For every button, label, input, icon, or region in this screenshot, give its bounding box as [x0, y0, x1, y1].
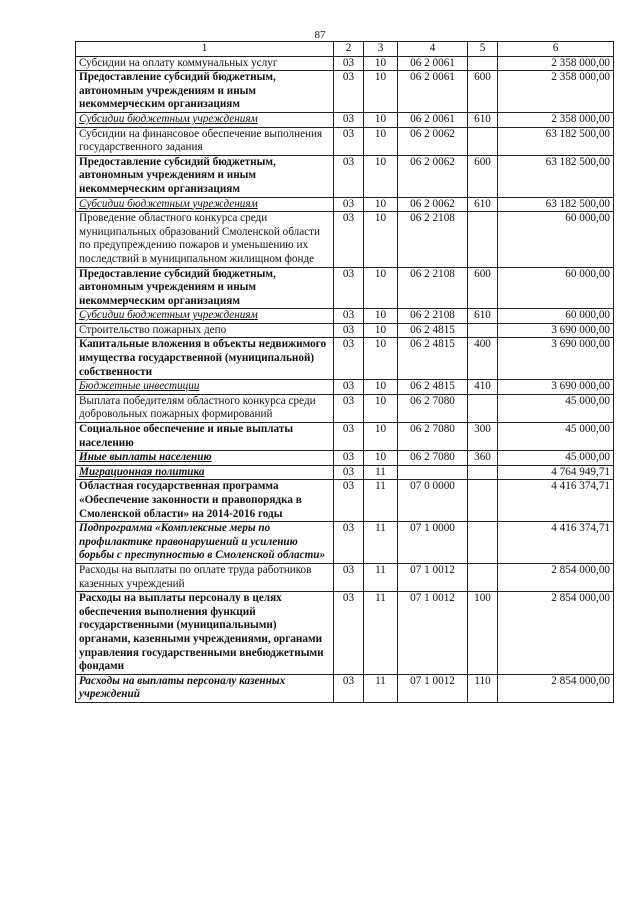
- amount-cell: 2 358 000,00: [498, 56, 614, 71]
- table-row: [76, 394, 614, 422]
- subsection-cell: 10: [364, 451, 398, 466]
- section-cell: 03: [334, 338, 364, 380]
- name-cell: Бюджетные инвестиции: [76, 380, 334, 395]
- section-cell: 03: [334, 522, 364, 564]
- subsection-cell: 10: [364, 155, 398, 197]
- target-code-cell: 06 2 4815: [398, 338, 468, 380]
- amount-cell: 3 690 000,00: [498, 323, 614, 338]
- amount-cell: 2 854 000,00: [498, 674, 614, 702]
- header-col-2: 2: [334, 42, 364, 57]
- table-row: [76, 480, 614, 522]
- page-number: 87: [314, 29, 326, 41]
- expense-type-cell: [468, 522, 498, 564]
- budget-table: [75, 41, 614, 703]
- expense-type-cell: 600: [468, 71, 498, 113]
- name-cell: Подпрограмма «Комплексные меры по профилактике правонарушений и усилению борьбы с преступностью в Смоленской области»: [76, 522, 334, 564]
- subsection-cell: 11: [364, 674, 398, 702]
- table-row: [76, 309, 614, 324]
- target-code-cell: 06 2 4815: [398, 323, 468, 338]
- subsection-cell: 10: [364, 423, 398, 451]
- target-code-cell: 06 2 4815: [398, 380, 468, 395]
- subsection-cell: 10: [364, 71, 398, 113]
- section-cell: 03: [334, 155, 364, 197]
- section-cell: 03: [334, 197, 364, 212]
- expense-type-cell: 100: [468, 592, 498, 675]
- target-code-cell: 06 2 7080: [398, 451, 468, 466]
- target-code-cell: 06 2 0061: [398, 56, 468, 71]
- expense-type-cell: 610: [468, 112, 498, 127]
- expense-type-cell: [468, 465, 498, 480]
- subsection-cell: 11: [364, 480, 398, 522]
- target-code-cell: 06 2 0062: [398, 155, 468, 197]
- table-row: [76, 563, 614, 591]
- target-code-cell: 06 2 2108: [398, 212, 468, 267]
- table-row: [76, 56, 614, 71]
- amount-cell: 4 416 374,71: [498, 522, 614, 564]
- name-cell: Строительство пожарных депо: [76, 323, 334, 338]
- name-cell: Предоставление субсидий бюджетным, автономным учреждениям и иным некоммерческим организациям: [76, 155, 334, 197]
- target-code-cell: 06 2 7080: [398, 423, 468, 451]
- subsection-cell: 10: [364, 309, 398, 324]
- subsection-cell: 10: [364, 212, 398, 267]
- section-cell: 03: [334, 309, 364, 324]
- header-col-5: 5: [468, 42, 498, 57]
- subsection-cell: 10: [364, 127, 398, 155]
- subsection-cell: 11: [364, 563, 398, 591]
- target-code-cell: 06 2 2108: [398, 267, 468, 309]
- name-cell: Проведение областного конкурса среди муниципальных образований Смоленской области по предупреждению пожаров и уменьшению их последствий в муниципальном жилищном фонде: [76, 212, 334, 267]
- expense-type-cell: 410: [468, 380, 498, 395]
- expense-type-cell: [468, 212, 498, 267]
- table-row: [76, 323, 614, 338]
- expense-type-cell: [468, 563, 498, 591]
- name-cell: Субсидии бюджетным учреждениям: [76, 197, 334, 212]
- name-cell: Расходы на выплаты по оплате труда работников казенных учреждений: [76, 563, 334, 591]
- target-code-cell: 07 1 0012: [398, 592, 468, 675]
- section-cell: 03: [334, 267, 364, 309]
- name-cell: Капитальные вложения в объекты недвижимого имущества государственной (муниципальной) собственности: [76, 338, 334, 380]
- amount-cell: 2 358 000,00: [498, 71, 614, 113]
- amount-cell: 3 690 000,00: [498, 380, 614, 395]
- section-cell: 03: [334, 423, 364, 451]
- subsection-cell: 11: [364, 522, 398, 564]
- section-cell: 03: [334, 112, 364, 127]
- section-cell: 03: [334, 674, 364, 702]
- name-cell: Расходы на выплаты персоналу казенных учреждений: [76, 674, 334, 702]
- table-row: [76, 380, 614, 395]
- subsection-cell: 10: [364, 56, 398, 71]
- section-cell: 03: [334, 212, 364, 267]
- amount-cell: 2 854 000,00: [498, 563, 614, 591]
- target-code-cell: 06 2 0061: [398, 112, 468, 127]
- amount-cell: 3 690 000,00: [498, 338, 614, 380]
- subsection-cell: 10: [364, 338, 398, 380]
- header-col-1: 1: [76, 42, 334, 57]
- subsection-cell: 10: [364, 112, 398, 127]
- table-row: [76, 212, 614, 267]
- name-cell: Субсидии на финансовое обеспечение выполнения государственного задания: [76, 127, 334, 155]
- expense-type-cell: [468, 127, 498, 155]
- name-cell: Иные выплаты населению: [76, 451, 334, 466]
- section-cell: 03: [334, 451, 364, 466]
- name-cell: Субсидии бюджетным учреждениям: [76, 309, 334, 324]
- amount-cell: 60 000,00: [498, 212, 614, 267]
- amount-cell: 45 000,00: [498, 394, 614, 422]
- amount-cell: 45 000,00: [498, 423, 614, 451]
- expense-type-cell: 300: [468, 423, 498, 451]
- expense-type-cell: 610: [468, 309, 498, 324]
- subsection-cell: 10: [364, 323, 398, 338]
- table-row: [76, 674, 614, 702]
- name-cell: Областная государственная программа «Обеспечение законности и правопорядка в Смоленской области» на 2014-2016 годы: [76, 480, 334, 522]
- table-row: [76, 127, 614, 155]
- table-row: [76, 155, 614, 197]
- header-col-6: 6: [498, 42, 614, 57]
- expense-type-cell: [468, 394, 498, 422]
- expense-type-cell: 360: [468, 451, 498, 466]
- amount-cell: 2 854 000,00: [498, 592, 614, 675]
- amount-cell: 60 000,00: [498, 309, 614, 324]
- table-row: [76, 451, 614, 466]
- table-row: [76, 338, 614, 380]
- section-cell: 03: [334, 465, 364, 480]
- table-header-row: [76, 42, 614, 57]
- expense-type-cell: 400: [468, 338, 498, 380]
- table-row: [76, 465, 614, 480]
- subsection-cell: 10: [364, 394, 398, 422]
- table-body: [76, 56, 614, 702]
- section-cell: 03: [334, 56, 364, 71]
- name-cell: Субсидии на оплату коммунальных услуг: [76, 56, 334, 71]
- section-cell: 03: [334, 380, 364, 395]
- amount-cell: 60 000,00: [498, 267, 614, 309]
- table-row: [76, 423, 614, 451]
- table-row: [76, 71, 614, 113]
- target-code-cell: 07 0 0000: [398, 480, 468, 522]
- subsection-cell: 10: [364, 267, 398, 309]
- expense-type-cell: 610: [468, 197, 498, 212]
- name-cell: Предоставление субсидий бюджетным, автономным учреждениям и иным некоммерческим организациям: [76, 267, 334, 309]
- subsection-cell: 10: [364, 380, 398, 395]
- table-row: [76, 197, 614, 212]
- target-code-cell: 06 2 0061: [398, 71, 468, 113]
- target-code-cell: 06 2 2108: [398, 309, 468, 324]
- header-col-4: 4: [398, 42, 468, 57]
- target-code-cell: 06 2 0062: [398, 127, 468, 155]
- target-code-cell: 06 2 0062: [398, 197, 468, 212]
- subsection-cell: 11: [364, 592, 398, 675]
- table-row: [76, 522, 614, 564]
- amount-cell: 63 182 500,00: [498, 197, 614, 212]
- amount-cell: 2 358 000,00: [498, 112, 614, 127]
- target-code-cell: [398, 465, 468, 480]
- section-cell: 03: [334, 592, 364, 675]
- amount-cell: 4 764 949,71: [498, 465, 614, 480]
- header-col-3: 3: [364, 42, 398, 57]
- expense-type-cell: 600: [468, 267, 498, 309]
- name-cell: Социальное обеспечение и иные выплаты населению: [76, 423, 334, 451]
- table-row: [76, 592, 614, 675]
- name-cell: Субсидии бюджетным учреждениям: [76, 112, 334, 127]
- subsection-cell: 11: [364, 465, 398, 480]
- expense-type-cell: [468, 480, 498, 522]
- name-cell: Расходы на выплаты персоналу в целях обеспечения выполнения функций государственными (муниципальными) органами, казенными учреждениями, органами управления государственными внебюджетными фондами: [76, 592, 334, 675]
- section-cell: 03: [334, 323, 364, 338]
- amount-cell: 63 182 500,00: [498, 155, 614, 197]
- name-cell: Предоставление субсидий бюджетным, автономным учреждениям и иным некоммерческим организациям: [76, 71, 334, 113]
- target-code-cell: 07 1 0012: [398, 674, 468, 702]
- expense-type-cell: 110: [468, 674, 498, 702]
- section-cell: 03: [334, 71, 364, 113]
- amount-cell: 4 416 374,71: [498, 480, 614, 522]
- amount-cell: 63 182 500,00: [498, 127, 614, 155]
- name-cell: Выплата победителям областного конкурса среди добровольных пожарных формирований: [76, 394, 334, 422]
- amount-cell: 45 000,00: [498, 451, 614, 466]
- section-cell: 03: [334, 480, 364, 522]
- section-cell: 03: [334, 127, 364, 155]
- table-row: [76, 267, 614, 309]
- target-code-cell: 06 2 7080: [398, 394, 468, 422]
- target-code-cell: 07 1 0012: [398, 563, 468, 591]
- expense-type-cell: [468, 56, 498, 71]
- section-cell: 03: [334, 563, 364, 591]
- target-code-cell: 07 1 0000: [398, 522, 468, 564]
- section-cell: 03: [334, 394, 364, 422]
- name-cell: Миграционная политика: [76, 465, 334, 480]
- subsection-cell: 10: [364, 197, 398, 212]
- table-row: [76, 112, 614, 127]
- expense-type-cell: 600: [468, 155, 498, 197]
- expense-type-cell: [468, 323, 498, 338]
